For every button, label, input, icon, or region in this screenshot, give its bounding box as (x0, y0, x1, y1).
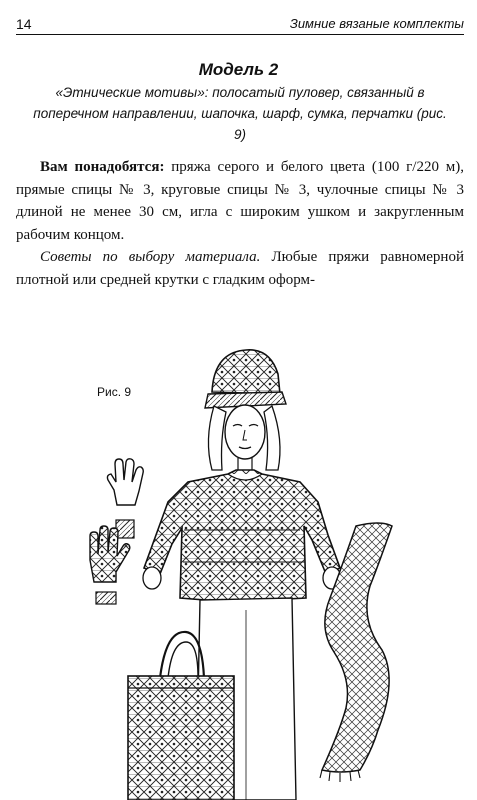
materials-lead: Вам понадобятся: (40, 159, 165, 175)
advice-paragraph (16, 246, 464, 291)
figure-caption: Рис. 9 (97, 385, 132, 399)
gloves-drawing (90, 459, 143, 604)
model-title: Модель 2 (198, 60, 279, 79)
knitwear-illustration (0, 330, 477, 800)
page-number: 14 (16, 16, 32, 32)
advice-lead: Советы по выбору материала. (40, 249, 261, 265)
advice-text: Любые пряжи равномерной плотной или средней крутки с гладким оформ- (16, 249, 464, 288)
figure-head (208, 405, 280, 472)
running-title: Зимние вязаные комплекты (289, 16, 464, 31)
hat-drawing (205, 350, 286, 408)
body-text (16, 156, 464, 291)
materials-paragraph (16, 156, 464, 246)
materials-text: пряжа серого и белого цвета (100 г/220 м), прямые спицы № 3, круговые спицы № 3, чулочные спицы № 3 длиной не менее 30 см, игла с широким ушком и закругленным рабочим концом. (16, 159, 464, 243)
model-subtitle: «Этнические мотивы»: полосатый пуловер, связанный в поперечном направлении, шапочка, шарф, сумка, перчатки (рис. 9) (33, 85, 447, 142)
page-header (16, 14, 464, 35)
pullover-drawing (143, 470, 341, 602)
